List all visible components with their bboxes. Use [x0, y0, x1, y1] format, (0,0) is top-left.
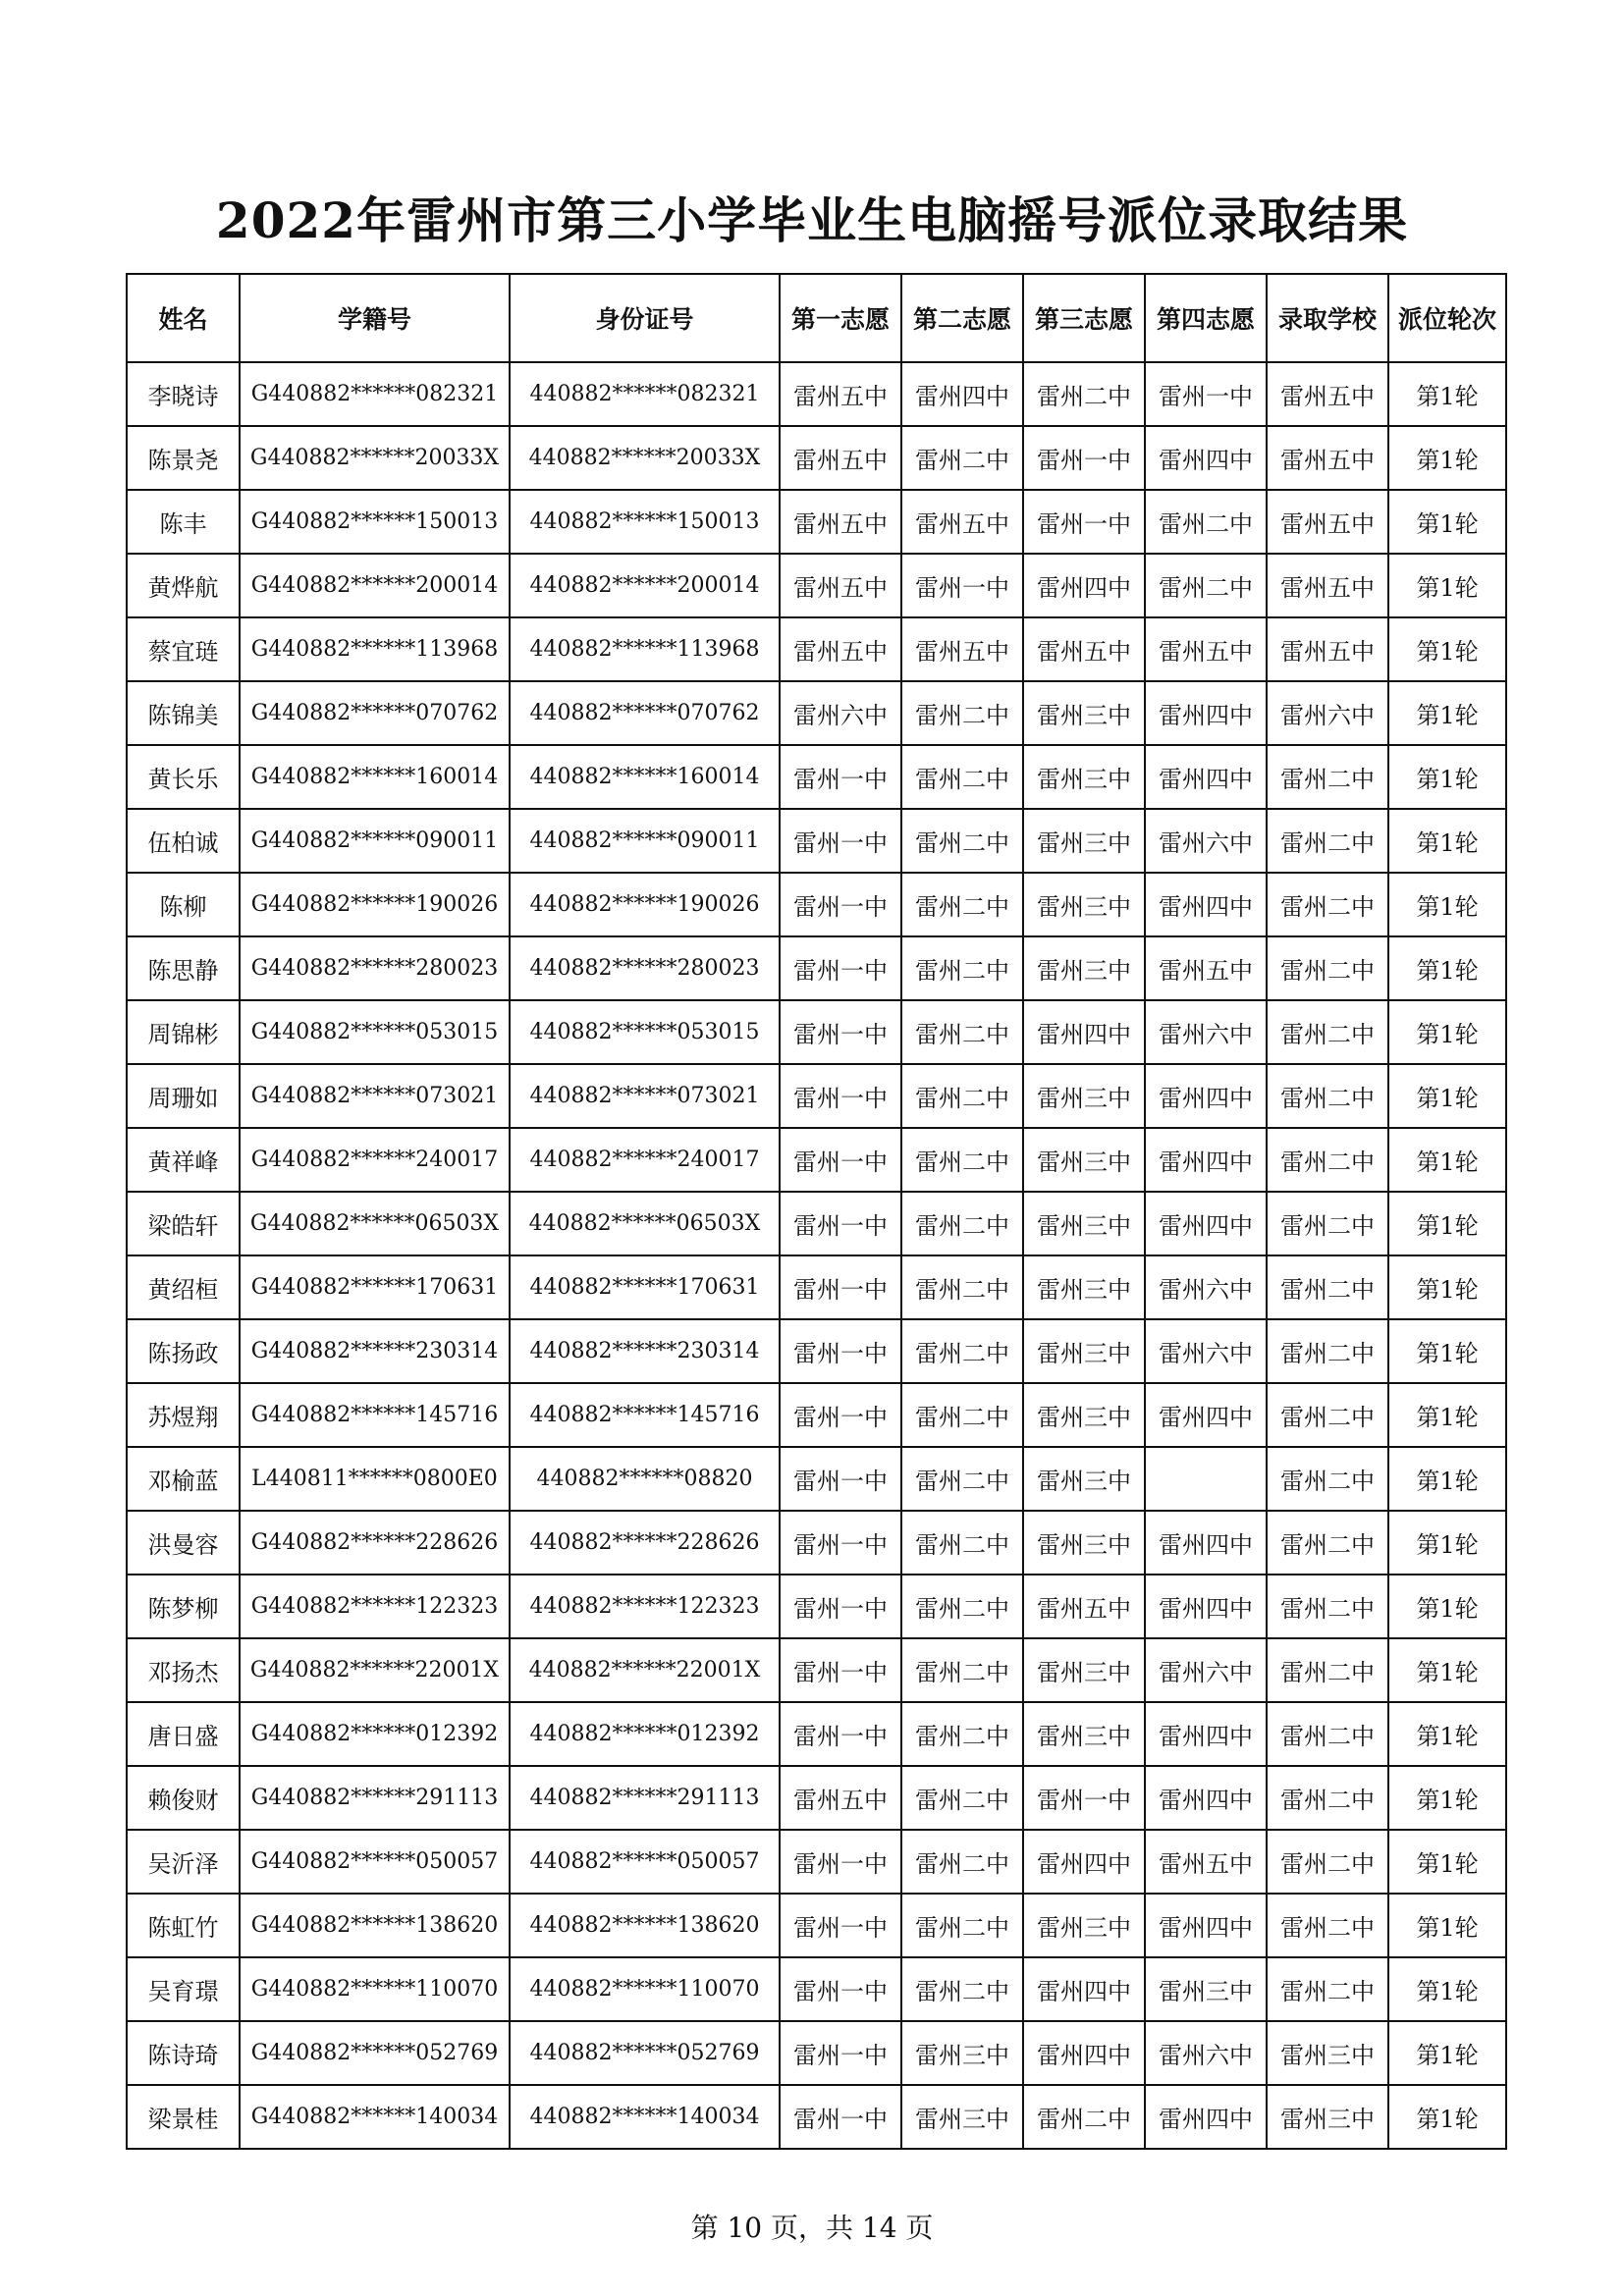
cell-choice-1: 雷州五中: [780, 490, 901, 554]
cell-choice-4: 雷州六中: [1145, 1255, 1267, 1319]
cell-student-id: G440882******160014: [240, 745, 510, 809]
cell-choice-1: 雷州一中: [780, 1575, 901, 1638]
table-row: [127, 936, 1506, 1000]
cell-id-number: 440882******240017: [510, 1128, 780, 1192]
cell-choice-2: 雷州二中: [901, 936, 1023, 1000]
table-row: [127, 426, 1506, 490]
cell-name: 陈虹竹: [127, 1894, 240, 1957]
table-row: [127, 1575, 1506, 1638]
cell-choice-3: 雷州四中: [1023, 1957, 1145, 2021]
table-header-row: [127, 274, 1506, 362]
cell-choice-1: 雷州一中: [780, 1957, 901, 2021]
cell-choice-1: 雷州六中: [780, 681, 901, 745]
cell-round: 第1轮: [1388, 809, 1506, 873]
cell-choice-4: 雷州四中: [1145, 1511, 1267, 1575]
cell-choice-3: 雷州三中: [1023, 1702, 1145, 1766]
cell-choice-4: 雷州一中: [1145, 362, 1267, 426]
cell-choice-2: 雷州二中: [901, 1702, 1023, 1766]
cell-round: 第1轮: [1388, 873, 1506, 936]
table-row: [127, 1894, 1506, 1957]
cell-id-number: 440882******140034: [510, 2085, 780, 2149]
cell-id-number: 440882******230314: [510, 1319, 780, 1383]
cell-choice-1: 雷州一中: [780, 1128, 901, 1192]
table-row: [127, 1638, 1506, 1702]
cell-student-id: G440882******230314: [240, 1319, 510, 1383]
cell-choice-4: 雷州四中: [1145, 426, 1267, 490]
table-row: [127, 1957, 1506, 2021]
cell-id-number: 440882******090011: [510, 809, 780, 873]
table-row: [127, 1192, 1506, 1255]
cell-choice-1: 雷州一中: [780, 1064, 901, 1128]
cell-admitted-school: 雷州五中: [1267, 490, 1388, 554]
cell-choice-3: 雷州三中: [1023, 1383, 1145, 1447]
cell-choice-2: 雷州二中: [901, 1894, 1023, 1957]
cell-id-number: 440882******08820: [510, 1447, 780, 1511]
cell-name: 陈丰: [127, 490, 240, 554]
cell-student-id: G440882******138620: [240, 1894, 510, 1957]
cell-round: 第1轮: [1388, 1447, 1506, 1511]
cell-admitted-school: 雷州二中: [1267, 1319, 1388, 1383]
cell-choice-2: 雷州二中: [901, 1255, 1023, 1319]
cell-id-number: 440882******122323: [510, 1575, 780, 1638]
cell-round: 第1轮: [1388, 426, 1506, 490]
cell-student-id: G440882******240017: [240, 1128, 510, 1192]
cell-choice-4: 雷州四中: [1145, 1064, 1267, 1128]
cell-name: 唐日盛: [127, 1702, 240, 1766]
cell-admitted-school: 雷州二中: [1267, 1830, 1388, 1894]
cell-id-number: 440882******150013: [510, 490, 780, 554]
cell-name: 苏煜翔: [127, 1383, 240, 1447]
cell-round: 第1轮: [1388, 1383, 1506, 1447]
cell-student-id: G440882******082321: [240, 362, 510, 426]
table-row: [127, 1702, 1506, 1766]
cell-admitted-school: 雷州二中: [1267, 1192, 1388, 1255]
cell-round: 第1轮: [1388, 554, 1506, 617]
cell-choice-3: 雷州三中: [1023, 873, 1145, 936]
cell-choice-1: 雷州五中: [780, 362, 901, 426]
cell-choice-4: 雷州五中: [1145, 617, 1267, 681]
cell-admitted-school: 雷州五中: [1267, 554, 1388, 617]
cell-admitted-school: 雷州五中: [1267, 426, 1388, 490]
cell-choice-2: 雷州二中: [901, 1319, 1023, 1383]
cell-student-id: G440882******140034: [240, 2085, 510, 2149]
cell-choice-3: 雷州三中: [1023, 1128, 1145, 1192]
cell-student-id: G440882******070762: [240, 681, 510, 745]
header-choice-1: 第一志愿: [780, 274, 901, 362]
cell-choice-2: 雷州三中: [901, 2085, 1023, 2149]
cell-id-number: 440882******110070: [510, 1957, 780, 2021]
cell-choice-3: 雷州二中: [1023, 2085, 1145, 2149]
cell-round: 第1轮: [1388, 1957, 1506, 2021]
cell-choice-4: 雷州四中: [1145, 873, 1267, 936]
cell-id-number: 440882******291113: [510, 1766, 780, 1830]
cell-round: 第1轮: [1388, 1128, 1506, 1192]
table-row: [127, 1511, 1506, 1575]
cell-name: 陈锦美: [127, 681, 240, 745]
cell-choice-4: 雷州四中: [1145, 1766, 1267, 1830]
cell-choice-4: 雷州四中: [1145, 1383, 1267, 1447]
cell-choice-1: 雷州一中: [780, 1319, 901, 1383]
cell-round: 第1轮: [1388, 1638, 1506, 1702]
cell-choice-3: 雷州三中: [1023, 681, 1145, 745]
cell-id-number: 440882******082321: [510, 362, 780, 426]
cell-choice-2: 雷州二中: [901, 1575, 1023, 1638]
cell-name: 赖俊财: [127, 1766, 240, 1830]
cell-id-number: 440882******138620: [510, 1894, 780, 1957]
cell-choice-1: 雷州一中: [780, 1511, 901, 1575]
cell-admitted-school: 雷州二中: [1267, 1957, 1388, 2021]
cell-round: 第1轮: [1388, 2021, 1506, 2085]
cell-id-number: 440882******20033X: [510, 426, 780, 490]
cell-student-id: G440882******22001X: [240, 1638, 510, 1702]
cell-choice-3: 雷州三中: [1023, 1192, 1145, 1255]
cell-id-number: 440882******280023: [510, 936, 780, 1000]
cell-name: 吴沂泽: [127, 1830, 240, 1894]
table-row: [127, 1064, 1506, 1128]
cell-choice-1: 雷州一中: [780, 1830, 901, 1894]
table-row: [127, 809, 1506, 873]
cell-choice-4: 雷州四中: [1145, 2085, 1267, 2149]
cell-admitted-school: 雷州二中: [1267, 1511, 1388, 1575]
cell-choice-4: 雷州六中: [1145, 1000, 1267, 1064]
cell-choice-1: 雷州一中: [780, 809, 901, 873]
cell-name: 伍柏诚: [127, 809, 240, 873]
cell-round: 第1轮: [1388, 1255, 1506, 1319]
cell-id-number: 440882******073021: [510, 1064, 780, 1128]
header-name: 姓名: [127, 274, 240, 362]
cell-choice-3: 雷州三中: [1023, 1064, 1145, 1128]
cell-name: 陈柳: [127, 873, 240, 936]
cell-student-id: G440882******122323: [240, 1575, 510, 1638]
cell-student-id: G440882******012392: [240, 1702, 510, 1766]
table-row: [127, 362, 1506, 426]
cell-round: 第1轮: [1388, 617, 1506, 681]
cell-name: 黄祥峰: [127, 1128, 240, 1192]
table-row: [127, 554, 1506, 617]
cell-choice-1: 雷州一中: [780, 1702, 901, 1766]
cell-name: 黄长乐: [127, 745, 240, 809]
header-choice-4: 第四志愿: [1145, 274, 1267, 362]
cell-choice-4: 雷州四中: [1145, 1702, 1267, 1766]
cell-admitted-school: 雷州二中: [1267, 1638, 1388, 1702]
table-row: [127, 1255, 1506, 1319]
cell-name: 周锦彬: [127, 1000, 240, 1064]
cell-admitted-school: 雷州二中: [1267, 1702, 1388, 1766]
cell-id-number: 440882******06503X: [510, 1192, 780, 1255]
cell-choice-1: 雷州一中: [780, 1383, 901, 1447]
cell-admitted-school: 雷州二中: [1267, 1128, 1388, 1192]
table-row: [127, 1766, 1506, 1830]
cell-choice-1: 雷州五中: [780, 617, 901, 681]
cell-student-id: G440882******291113: [240, 1766, 510, 1830]
cell-choice-3: 雷州一中: [1023, 426, 1145, 490]
cell-id-number: 440882******070762: [510, 681, 780, 745]
cell-admitted-school: 雷州五中: [1267, 362, 1388, 426]
cell-id-number: 440882******190026: [510, 873, 780, 936]
cell-id-number: 440882******012392: [510, 1702, 780, 1766]
cell-choice-1: 雷州一中: [780, 1255, 901, 1319]
cell-student-id: G440882******053015: [240, 1000, 510, 1064]
table-body: [127, 362, 1506, 2149]
cell-choice-3: 雷州三中: [1023, 809, 1145, 873]
cell-choice-1: 雷州一中: [780, 1638, 901, 1702]
cell-round: 第1轮: [1388, 362, 1506, 426]
cell-id-number: 440882******228626: [510, 1511, 780, 1575]
cell-admitted-school: 雷州二中: [1267, 1447, 1388, 1511]
cell-round: 第1轮: [1388, 1319, 1506, 1383]
cell-id-number: 440882******113968: [510, 617, 780, 681]
cell-choice-1: 雷州五中: [780, 1766, 901, 1830]
cell-choice-2: 雷州二中: [901, 1957, 1023, 2021]
cell-choice-2: 雷州二中: [901, 1064, 1023, 1128]
cell-choice-1: 雷州一中: [780, 1000, 901, 1064]
cell-choice-1: 雷州五中: [780, 426, 901, 490]
cell-admitted-school: 雷州二中: [1267, 936, 1388, 1000]
cell-choice-2: 雷州二中: [901, 1830, 1023, 1894]
cell-choice-4: 雷州二中: [1145, 490, 1267, 554]
cell-round: 第1轮: [1388, 1192, 1506, 1255]
cell-choice-4: 雷州六中: [1145, 2021, 1267, 2085]
header-admitted-school: 录取学校: [1267, 274, 1388, 362]
cell-admitted-school: 雷州二中: [1267, 1000, 1388, 1064]
cell-student-id: G440882******073021: [240, 1064, 510, 1128]
cell-choice-3: 雷州三中: [1023, 1319, 1145, 1383]
cell-id-number: 440882******160014: [510, 745, 780, 809]
cell-id-number: 440882******052769: [510, 2021, 780, 2085]
cell-choice-3: 雷州四中: [1023, 554, 1145, 617]
table-row: [127, 1383, 1506, 1447]
cell-choice-2: 雷州二中: [901, 1128, 1023, 1192]
cell-choice-2: 雷州五中: [901, 617, 1023, 681]
cell-round: 第1轮: [1388, 1064, 1506, 1128]
cell-choice-2: 雷州二中: [901, 809, 1023, 873]
cell-name: 吴育璟: [127, 1957, 240, 2021]
cell-admitted-school: 雷州二中: [1267, 745, 1388, 809]
cell-admitted-school: 雷州二中: [1267, 1766, 1388, 1830]
cell-choice-2: 雷州四中: [901, 362, 1023, 426]
cell-name: 陈梦柳: [127, 1575, 240, 1638]
cell-student-id: G440882******280023: [240, 936, 510, 1000]
cell-choice-3: 雷州四中: [1023, 1000, 1145, 1064]
cell-student-id: G440882******190026: [240, 873, 510, 936]
cell-round: 第1轮: [1388, 1702, 1506, 1766]
cell-name: 洪曼容: [127, 1511, 240, 1575]
cell-admitted-school: 雷州三中: [1267, 2085, 1388, 2149]
cell-id-number: 440882******145716: [510, 1383, 780, 1447]
cell-admitted-school: 雷州六中: [1267, 681, 1388, 745]
cell-round: 第1轮: [1388, 2085, 1506, 2149]
cell-name: 梁皓轩: [127, 1192, 240, 1255]
cell-choice-2: 雷州二中: [901, 1000, 1023, 1064]
cell-choice-1: 雷州一中: [780, 873, 901, 936]
cell-student-id: G440882******20033X: [240, 426, 510, 490]
cell-round: 第1轮: [1388, 936, 1506, 1000]
cell-choice-1: 雷州一中: [780, 1447, 901, 1511]
table-row: [127, 490, 1506, 554]
cell-choice-2: 雷州二中: [901, 426, 1023, 490]
table-row: [127, 1128, 1506, 1192]
cell-choice-4: 雷州三中: [1145, 1957, 1267, 2021]
cell-choice-4: [1145, 1447, 1267, 1511]
cell-choice-3: 雷州三中: [1023, 1511, 1145, 1575]
cell-student-id: G440882******110070: [240, 1957, 510, 2021]
table-row: [127, 681, 1506, 745]
cell-id-number: 440882******22001X: [510, 1638, 780, 1702]
cell-round: 第1轮: [1388, 745, 1506, 809]
cell-choice-4: 雷州四中: [1145, 1128, 1267, 1192]
cell-choice-2: 雷州二中: [901, 1447, 1023, 1511]
cell-choice-4: 雷州四中: [1145, 745, 1267, 809]
cell-student-id: G440882******052769: [240, 2021, 510, 2085]
cell-choice-2: 雷州五中: [901, 490, 1023, 554]
results-table: [126, 273, 1507, 2150]
cell-admitted-school: 雷州二中: [1267, 1064, 1388, 1128]
header-round: 派位轮次: [1388, 274, 1506, 362]
page-footer: 第 10 页，共 14 页: [690, 2212, 934, 2244]
cell-admitted-school: 雷州二中: [1267, 1575, 1388, 1638]
cell-choice-2: 雷州二中: [901, 1192, 1023, 1255]
cell-name: 蔡宜琏: [127, 617, 240, 681]
table-row: [127, 1447, 1506, 1511]
cell-choice-3: 雷州三中: [1023, 1255, 1145, 1319]
cell-choice-4: 雷州四中: [1145, 1894, 1267, 1957]
cell-choice-3: 雷州三中: [1023, 1894, 1145, 1957]
cell-name: 李晓诗: [127, 362, 240, 426]
cell-choice-2: 雷州二中: [901, 681, 1023, 745]
cell-round: 第1轮: [1388, 1766, 1506, 1830]
cell-student-id: G440882******200014: [240, 554, 510, 617]
cell-round: 第1轮: [1388, 681, 1506, 745]
cell-student-id: G440882******170631: [240, 1255, 510, 1319]
cell-choice-2: 雷州二中: [901, 745, 1023, 809]
cell-choice-4: 雷州四中: [1145, 681, 1267, 745]
header-choice-3: 第三志愿: [1023, 274, 1145, 362]
cell-admitted-school: 雷州三中: [1267, 2021, 1388, 2085]
header-choice-2: 第二志愿: [901, 274, 1023, 362]
cell-admitted-school: 雷州二中: [1267, 873, 1388, 936]
cell-choice-4: 雷州六中: [1145, 1319, 1267, 1383]
cell-choice-2: 雷州二中: [901, 1638, 1023, 1702]
cell-name: 陈诗琦: [127, 2021, 240, 2085]
cell-choice-3: 雷州五中: [1023, 617, 1145, 681]
cell-choice-3: 雷州一中: [1023, 1766, 1145, 1830]
cell-round: 第1轮: [1388, 1000, 1506, 1064]
cell-choice-4: 雷州五中: [1145, 1830, 1267, 1894]
cell-round: 第1轮: [1388, 1894, 1506, 1957]
cell-student-id: G440882******150013: [240, 490, 510, 554]
table-row: [127, 1000, 1506, 1064]
cell-student-id: G440882******050057: [240, 1830, 510, 1894]
cell-name: 陈景尧: [127, 426, 240, 490]
cell-choice-2: 雷州三中: [901, 2021, 1023, 2085]
cell-choice-1: 雷州一中: [780, 2021, 901, 2085]
cell-choice-4: 雷州五中: [1145, 936, 1267, 1000]
cell-name: 陈思静: [127, 936, 240, 1000]
cell-admitted-school: 雷州二中: [1267, 1894, 1388, 1957]
cell-id-number: 440882******170631: [510, 1255, 780, 1319]
cell-choice-4: 雷州二中: [1145, 554, 1267, 617]
cell-choice-1: 雷州一中: [780, 1894, 901, 1957]
page-title: 2022年雷州市第三小学毕业生电脑摇号派位录取结果: [215, 191, 1409, 249]
table-row: [127, 2085, 1506, 2149]
cell-choice-3: 雷州四中: [1023, 1830, 1145, 1894]
cell-id-number: 440882******200014: [510, 554, 780, 617]
cell-choice-4: 雷州六中: [1145, 809, 1267, 873]
header-id-number: 身份证号: [510, 274, 780, 362]
cell-admitted-school: 雷州二中: [1267, 1255, 1388, 1319]
cell-round: 第1轮: [1388, 490, 1506, 554]
cell-admitted-school: 雷州二中: [1267, 809, 1388, 873]
cell-student-id: G440882******145716: [240, 1383, 510, 1447]
cell-choice-1: 雷州一中: [780, 2085, 901, 2149]
table-row: [127, 873, 1506, 936]
cell-student-id: G440882******228626: [240, 1511, 510, 1575]
table-row: [127, 1830, 1506, 1894]
cell-admitted-school: 雷州五中: [1267, 617, 1388, 681]
table-row: [127, 1319, 1506, 1383]
cell-id-number: 440882******050057: [510, 1830, 780, 1894]
cell-choice-1: 雷州一中: [780, 1192, 901, 1255]
cell-choice-3: 雷州三中: [1023, 1447, 1145, 1511]
cell-choice-3: 雷州一中: [1023, 490, 1145, 554]
cell-choice-3: 雷州三中: [1023, 745, 1145, 809]
cell-choice-2: 雷州二中: [901, 1383, 1023, 1447]
cell-name: 邓扬杰: [127, 1638, 240, 1702]
cell-choice-3: 雷州四中: [1023, 2021, 1145, 2085]
cell-round: 第1轮: [1388, 1575, 1506, 1638]
cell-name: 黄绍桓: [127, 1255, 240, 1319]
table-row: [127, 617, 1506, 681]
cell-choice-3: 雷州三中: [1023, 1638, 1145, 1702]
cell-choice-4: 雷州六中: [1145, 1638, 1267, 1702]
cell-choice-2: 雷州二中: [901, 1511, 1023, 1575]
cell-student-id: L440811******0800E0: [240, 1447, 510, 1511]
cell-round: 第1轮: [1388, 1511, 1506, 1575]
cell-choice-4: 雷州四中: [1145, 1575, 1267, 1638]
cell-choice-3: 雷州五中: [1023, 1575, 1145, 1638]
cell-student-id: G440882******06503X: [240, 1192, 510, 1255]
cell-choice-3: 雷州二中: [1023, 362, 1145, 426]
cell-name: 梁景桂: [127, 2085, 240, 2149]
cell-choice-2: 雷州二中: [901, 1766, 1023, 1830]
cell-choice-1: 雷州一中: [780, 745, 901, 809]
cell-round: 第1轮: [1388, 1830, 1506, 1894]
cell-id-number: 440882******053015: [510, 1000, 780, 1064]
cell-name: 邓榆蓝: [127, 1447, 240, 1511]
cell-student-id: G440882******090011: [240, 809, 510, 873]
cell-choice-2: 雷州二中: [901, 873, 1023, 936]
cell-name: 陈扬政: [127, 1319, 240, 1383]
cell-choice-3: 雷州三中: [1023, 936, 1145, 1000]
cell-admitted-school: 雷州二中: [1267, 1383, 1388, 1447]
cell-choice-2: 雷州一中: [901, 554, 1023, 617]
cell-student-id: G440882******113968: [240, 617, 510, 681]
cell-choice-1: 雷州五中: [780, 554, 901, 617]
cell-choice-1: 雷州一中: [780, 936, 901, 1000]
table-row: [127, 745, 1506, 809]
cell-name: 周珊如: [127, 1064, 240, 1128]
cell-name: 黄烨航: [127, 554, 240, 617]
table-row: [127, 2021, 1506, 2085]
cell-choice-4: 雷州四中: [1145, 1192, 1267, 1255]
header-student-id: 学籍号: [240, 274, 510, 362]
